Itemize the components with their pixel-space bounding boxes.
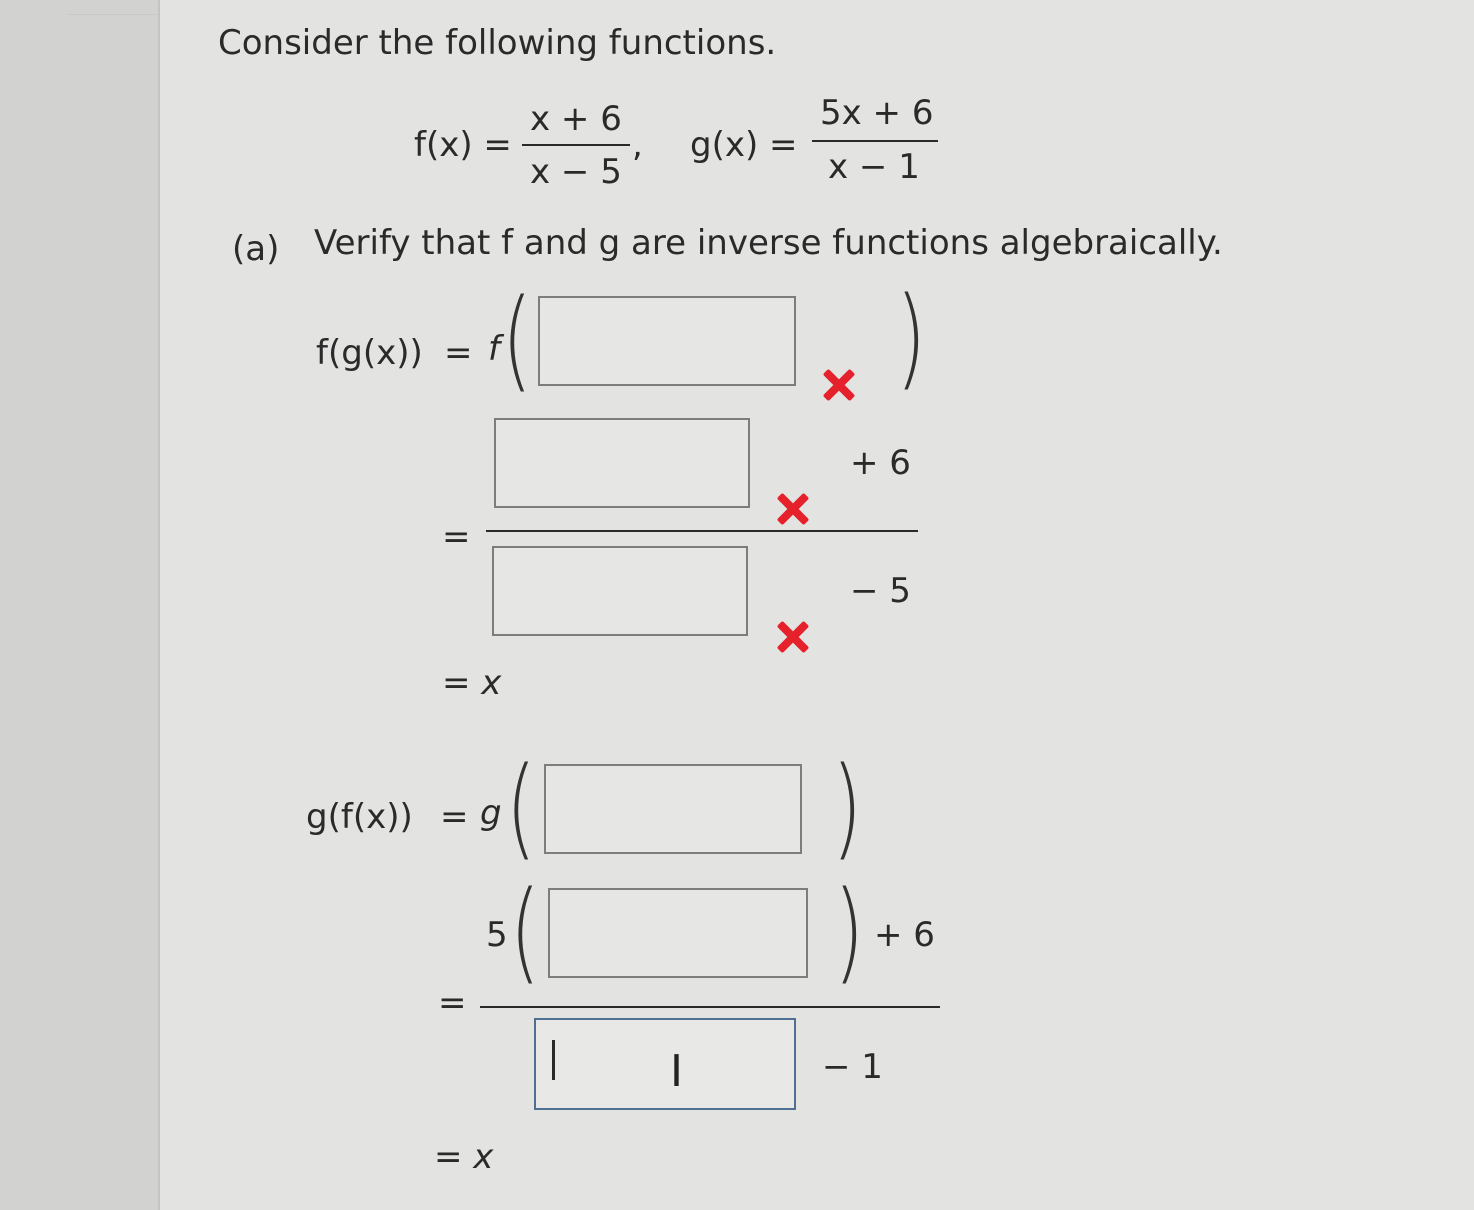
- part-a-label: (a): [232, 229, 280, 269]
- part-a-prompt: Verify that f and g are inverse functions algebraically.: [314, 223, 1223, 263]
- gf-num-close-paren: ): [834, 867, 865, 995]
- gf-func-name: g: [480, 793, 502, 833]
- gf-numerator-input[interactable]: [548, 888, 808, 978]
- fg-equals-2: =: [442, 517, 471, 557]
- gf-fraction-bar: [480, 1006, 940, 1008]
- f-fraction-bar: [522, 144, 630, 146]
- x-mark-icon: [776, 620, 810, 654]
- gf-numerator-coef: 5: [486, 915, 508, 955]
- text-cursor-icon: I: [670, 1046, 683, 1097]
- gf-numerator-suffix: + 6: [874, 915, 935, 955]
- fg-open-paren: (: [502, 275, 533, 403]
- gf-inner-input[interactable]: [544, 764, 802, 854]
- g-fraction-bar: [812, 140, 938, 142]
- fg-numerator-suffix: + 6: [850, 443, 911, 483]
- gf-num-open-paren: (: [510, 867, 541, 995]
- gf-denominator-input[interactable]: [534, 1018, 796, 1110]
- definitions-comma: ,: [632, 125, 643, 165]
- x-mark-icon: [776, 492, 810, 526]
- gf-lhs: g(f(x)): [306, 797, 413, 837]
- x-mark-icon: [822, 368, 856, 402]
- fg-inner-input[interactable]: [538, 296, 796, 386]
- fg-equals: =: [444, 333, 473, 373]
- outer-margin: [0, 0, 158, 1210]
- text-caret: [552, 1040, 555, 1080]
- f-denominator: x − 5: [530, 152, 622, 192]
- f-definition-lhs: f(x) =: [414, 125, 512, 165]
- fg-result: = x: [442, 663, 502, 703]
- g-denominator: x − 1: [828, 147, 920, 187]
- fg-numerator-input[interactable]: [494, 418, 750, 508]
- g-numerator: 5x + 6: [820, 93, 934, 133]
- f-numerator: x + 6: [530, 99, 622, 139]
- question-panel: [158, 0, 1474, 1210]
- fg-fraction-bar: [486, 530, 918, 532]
- gf-open-paren: (: [506, 743, 537, 871]
- fg-close-paren: ): [896, 273, 927, 401]
- gf-close-paren: ): [832, 743, 863, 871]
- fg-denominator-suffix: − 5: [850, 571, 911, 611]
- gf-equals-2: =: [438, 983, 467, 1023]
- fg-denominator-input[interactable]: [492, 546, 748, 636]
- gf-result: = x: [434, 1137, 494, 1177]
- gf-equals: =: [440, 797, 469, 837]
- intro-text: Consider the following functions.: [218, 23, 777, 63]
- gf-denominator-suffix: − 1: [822, 1047, 883, 1087]
- fg-func-name: f: [488, 329, 500, 369]
- fg-lhs: f(g(x)): [316, 333, 423, 373]
- g-definition-lhs: g(x) =: [690, 125, 798, 165]
